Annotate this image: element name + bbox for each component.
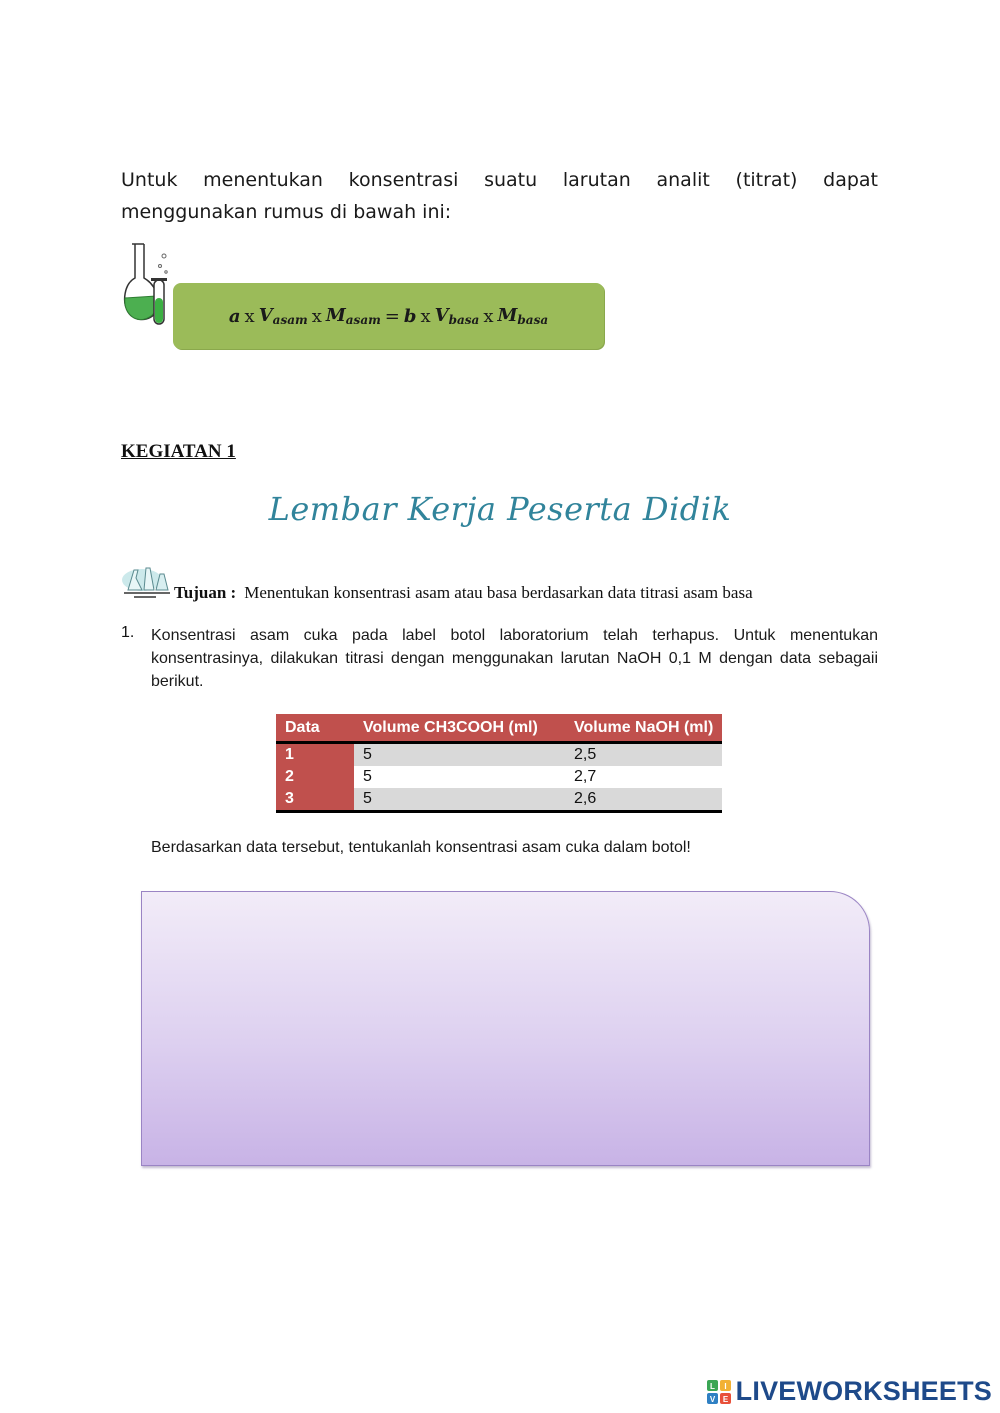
svg-text:I: I [724, 1381, 727, 1391]
flask-icon [120, 240, 174, 332]
table-cell-ch3cooh: 5 [354, 743, 565, 767]
table-cell-index: 1 [276, 743, 354, 767]
liveworksheets-logo-icon [706, 1379, 732, 1405]
brand-footer [706, 1376, 992, 1407]
table-header-row [276, 714, 722, 743]
table-cell-naoh: 2,5 [565, 743, 722, 767]
table-cell-ch3cooh: 5 [363, 768, 372, 785]
table-header-data: Data [276, 714, 354, 743]
titration-data-table [276, 714, 722, 813]
question-number: 1. [121, 624, 135, 641]
answer-input-box[interactable] [141, 891, 870, 1166]
table-cell-ch3cooh: 5 [354, 788, 565, 812]
table-header-naoh: Volume NaOH (ml) [565, 714, 722, 743]
table-cell-index: 2 [276, 766, 354, 788]
table-cell-naoh: 2,6 [565, 788, 722, 812]
table-row [276, 766, 722, 788]
formula-v-basa: $V_{basa}$ [434, 305, 480, 327]
table-cell-naoh: 2,7 [574, 768, 597, 785]
formula-times: x [311, 305, 322, 327]
question-text: Konsentrasi asam cuka pada label botol laboratorium telah terhapus. Untuk menentukan konsentrasinya, dilakukan titrasi dengan menggunakan larutan NaOH 0,1 M dengan data sebagaii berikut. [151, 627, 878, 690]
brand-name: LIVEWORKSHEETS [735, 1376, 992, 1406]
formula-times: x [420, 305, 431, 327]
formula-coef-a: a [228, 305, 241, 327]
instruction-text: Berdasarkan data tersebut, tentukanlah konsentrasi asam cuka dalam botol! [151, 839, 691, 856]
table-header-ch3cooh: Volume CH3COOH (ml) [354, 714, 565, 743]
objective-line [174, 583, 753, 603]
chemistry-glassware-icon [120, 560, 172, 600]
formula-m-basa: $M_{basa}$ [497, 305, 549, 327]
formula-m-asam: $M_{asam}$ [325, 305, 381, 327]
formula-times: x [483, 305, 494, 327]
svg-text:V: V [709, 1394, 715, 1404]
formula-coef-b: b [403, 305, 417, 327]
table-cell-index: 3 [276, 788, 354, 812]
svg-text:L: L [709, 1381, 715, 1391]
svg-text:E: E [722, 1394, 728, 1404]
section-heading: KEGIATAN 1 [121, 441, 236, 462]
formula-v-asam: $V_{asam}$ [258, 305, 308, 327]
table-row [276, 743, 722, 767]
objective-label: Tujuan : [174, 583, 237, 602]
worksheet-title: Lembar Kerja Peserta Didik [268, 490, 732, 528]
table-row [276, 788, 722, 812]
intro-paragraph: Untuk menentukan konsentrasi suatu larutan analit (titrat) dapat menggunakan rumus di bawah ini: [121, 169, 878, 223]
formula-box [173, 283, 604, 349]
formula-times: x [244, 305, 255, 327]
objective-text: Menentukan konsentrasi asam atau basa berdasarkan data titrasi asam basa [244, 583, 753, 602]
formula-equals: = [384, 305, 400, 327]
